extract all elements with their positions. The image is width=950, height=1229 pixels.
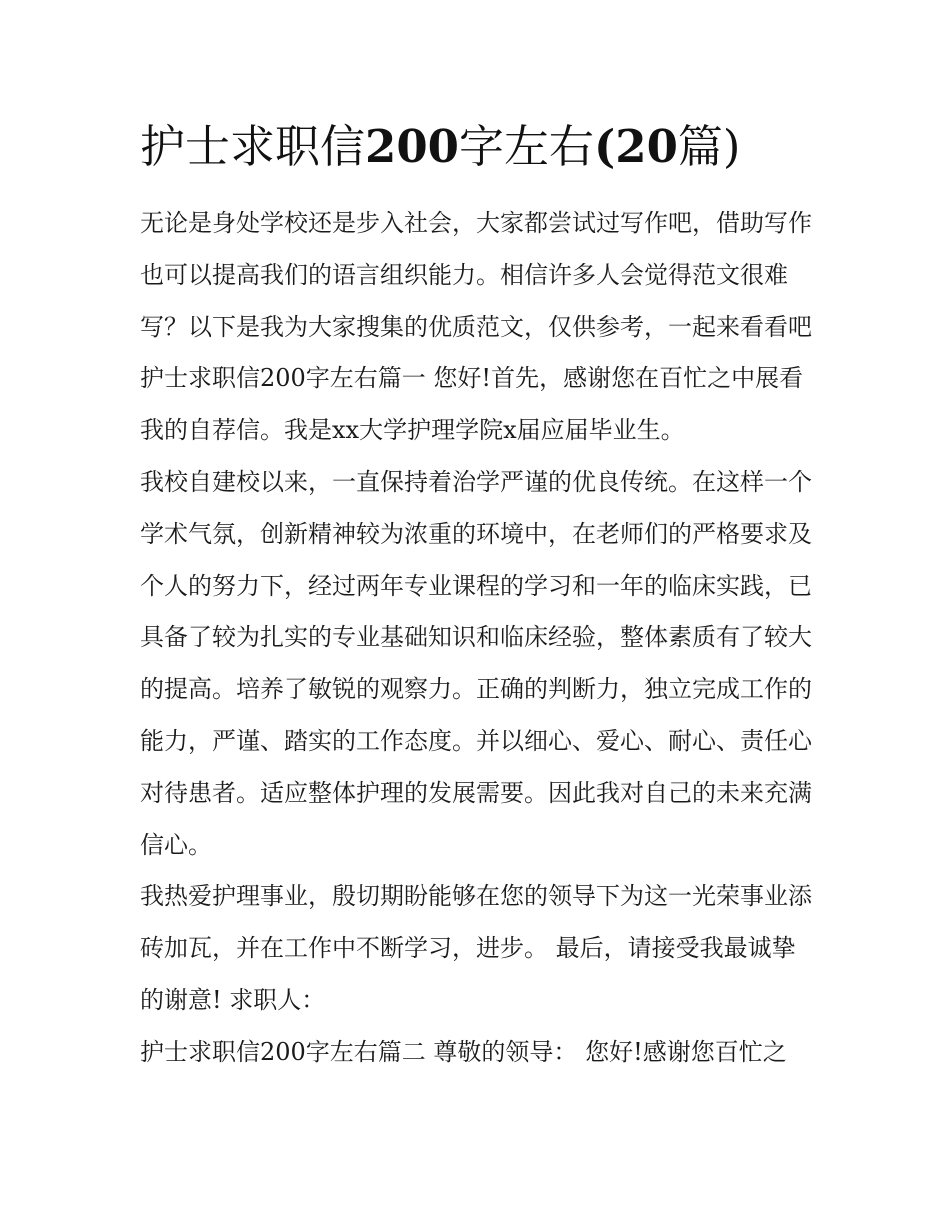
letter-one-closing: 我热爱护理事业，殷切期盼能够在您的领导下为这一光荣事业添砖加瓦，并在工作中不断学习，进步。 最后，请接受我最诚挚的谢意! 求职人： <box>140 882 812 1014</box>
title-number: 200 <box>365 120 459 173</box>
document-title <box>140 116 820 178</box>
title-text-2: 字左右 <box>458 120 594 173</box>
title-text-1: 护士求职信 <box>140 120 366 173</box>
title-count: (20 <box>593 120 678 173</box>
letter-one-opening: 护士求职信200字左右篇一 您好!首先，感谢您在百忙之中展看我的自荐信。我是xx大学护理学院x届应届毕业生。 <box>140 364 804 445</box>
intro-paragraph: 无论是身处学校还是步入社会，大家都尝试过写作吧，借助写作也可以提高我们的语言组织能力。相信许多人会觉得范文很难写？以下是我为大家搜集的优质范文，仅供参考，一起来看看吧 <box>140 209 812 341</box>
letter-two-opening: 护士求职信200字左右篇二 尊敬的领导： 您好!感谢您百忙之 <box>140 1037 787 1066</box>
document-body <box>140 198 814 1079</box>
title-text-3: 篇) <box>677 120 741 173</box>
letter-one-school-paragraph: 我校自建校以来，一直保持着治学严谨的优良传统。在这样一个学术气氛，创新精神较为浓重的环境中，在老师们的严格要求及个人的努力下，经过两年专业课程的学习和一年的临床实践，已具备了较为扎实的专业基础知识和临床经验，整体素质有了较大的提高。培养了敏锐的观察力。正确的判断力，独立完成工作的能力，严谨、踏实的工作态度。并以细心、爱心、耐心、责任心对待患者。适应整体护理的发展需要。因此我对自己的未来充满信心。 <box>140 467 812 859</box>
